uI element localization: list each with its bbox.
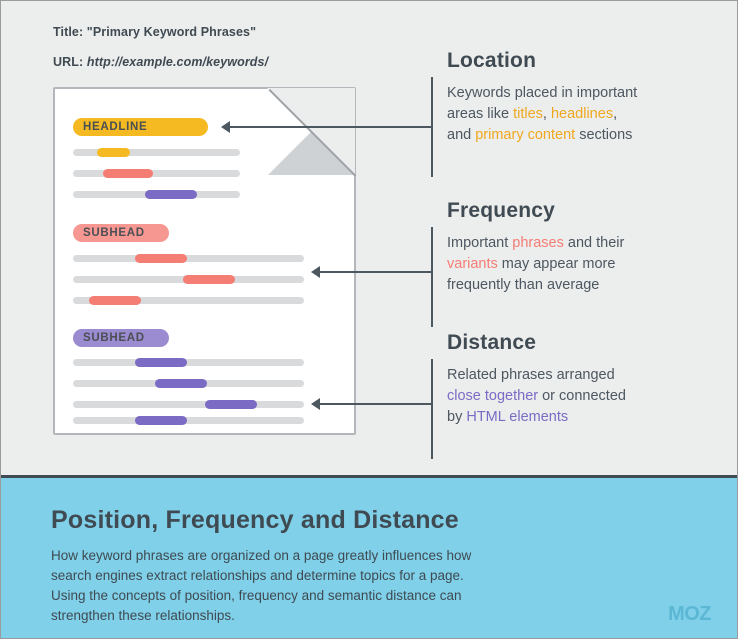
footer-panel [1,475,737,638]
subhead-tag-purple: SUBHEAD [73,329,169,347]
arrow-head-icon [311,266,320,278]
connector-horizontal [319,271,431,273]
highlight-purple [135,358,187,367]
connector-horizontal [319,403,431,405]
section-location [447,49,707,146]
footer-line-2: search engines extract relationships and determine topics for a page. [51,568,464,583]
loc-line-2b: , [542,106,551,122]
meta-url-label: URL: [53,55,84,69]
dist-line-2b: or connected [538,388,626,404]
footer-line-4: strengthen these relationships. [51,608,235,623]
meta-url-value: http://example.com/keywords/ [86,55,269,69]
subhead-tag-pink: SUBHEAD [73,224,169,242]
connector-vertical [431,227,433,327]
highlight-purple [145,190,197,199]
page-metadata [53,25,268,69]
connector-horizontal [229,126,431,128]
section-distance-heading: Distance [447,331,537,354]
loc-kw-primary-content: primary content [475,127,576,143]
freq-line-3: frequently than average [447,277,600,293]
highlight-pink [103,169,153,178]
highlight-pink [135,254,187,263]
loc-line-2c: , [613,106,618,122]
section-location-heading: Location [447,49,537,72]
section-distance [447,331,717,428]
moz-logo: MOZ [668,603,711,625]
section-location-body [447,83,707,146]
text-line [73,401,304,408]
footer-line-3: Using the concepts of position, frequency and semantic distance can [51,588,462,603]
freq-kw-variants: variants [447,256,498,272]
section-frequency-body [447,233,707,296]
freq-line-1a: Important [447,235,513,251]
section-frequency-heading: Frequency [447,199,555,222]
document-page [53,87,356,435]
loc-kw-titles: titles [513,106,543,122]
text-line [73,359,304,366]
footer-paragraph [51,546,561,626]
highlight-pink [183,275,235,284]
meta-url-line [53,55,268,69]
highlight-orange [97,148,130,157]
loc-kw-headlines: headlines [550,106,614,122]
loc-line-3a: and [447,127,476,143]
meta-title-line: Title: "Primary Keyword Phrases" [53,25,257,39]
document-mock [53,87,356,435]
text-line [73,255,304,262]
dist-kw-html-elements: HTML elements [466,409,569,425]
dist-kw-close-together: close together [447,388,539,404]
arrow-head-icon [221,121,230,133]
text-line [73,417,304,424]
highlight-purple [155,379,207,388]
dist-line-3a: by [447,409,467,425]
headline-tag: HEADLINE [73,118,208,136]
loc-line-2a: areas like [447,106,514,122]
freq-kw-phrases: phrases [512,235,564,251]
text-line [73,170,240,177]
freq-line-2b: may appear more [497,256,616,272]
dist-line-1: Related phrases arranged [447,367,615,383]
footer-title: Position, Frequency and Distance [51,506,459,534]
connector-vertical [431,359,433,459]
loc-line-3b: sections [575,127,633,143]
section-frequency [447,199,707,296]
connector-vertical [431,77,433,177]
highlight-pink [89,296,141,305]
highlight-purple [205,400,257,409]
footer-line-1: How keyword phrases are organized on a page greatly influences how [51,548,472,563]
loc-line-1: Keywords placed in important [447,85,638,101]
highlight-purple [135,416,187,425]
arrow-head-icon [311,398,320,410]
section-distance-body [447,365,717,428]
top-diagram-panel [1,1,737,475]
freq-line-1b: and their [563,235,625,251]
